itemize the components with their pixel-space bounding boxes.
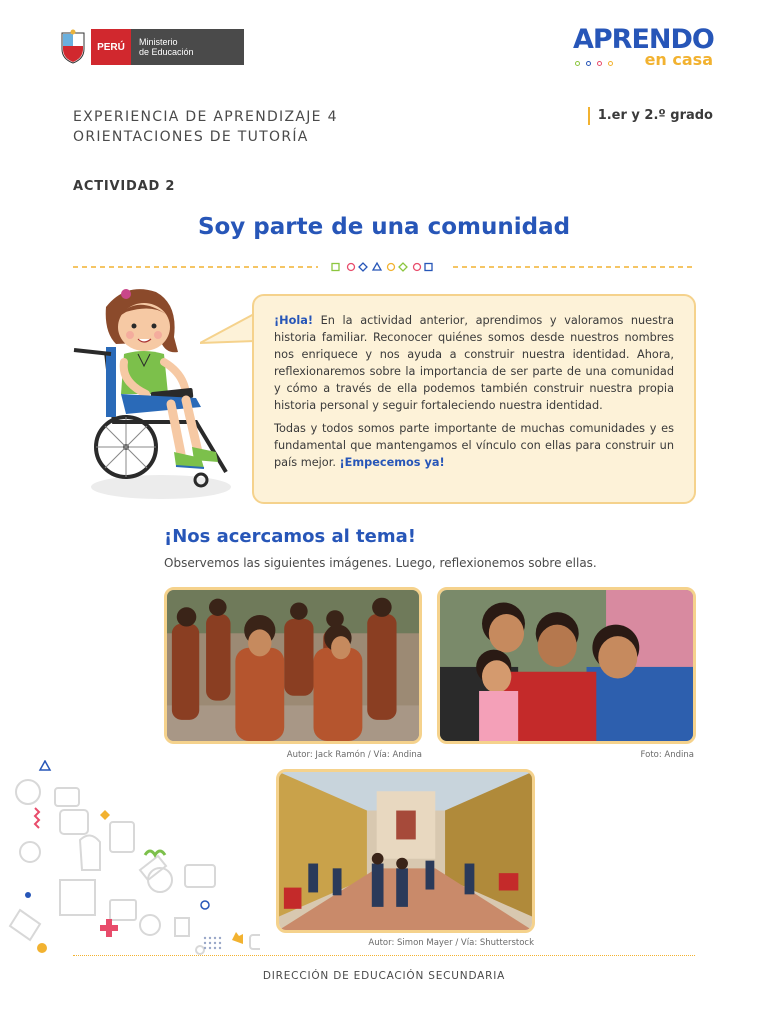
closing-phrase: ¡Empecemos ya! bbox=[339, 456, 445, 469]
footer-label: DIRECCIÓN DE EDUCACIÓN SECUNDARIA bbox=[262, 970, 506, 982]
greeting: ¡Hola! bbox=[274, 314, 314, 327]
photo-family bbox=[437, 587, 696, 744]
bubble-paragraph-2: Todas y todos somos parte importante de muchas comunidades y es fundamental que mantengamos el vínculo con ellas para construir un país mejor. ¡Empecemos ya! bbox=[274, 422, 674, 469]
activity-label: ACTIVIDAD 2 bbox=[73, 179, 176, 194]
experience-header bbox=[73, 107, 338, 147]
speech-bubble bbox=[252, 294, 696, 504]
coat-of-arms-icon bbox=[58, 29, 88, 65]
section-heading: ¡Nos acercamos al tema! bbox=[164, 526, 416, 547]
ministerio-label: Ministerio de Educación bbox=[131, 29, 244, 65]
aprendo-en-casa-logo bbox=[573, 26, 713, 70]
bubble-paragraph-1: ¡Hola! En la actividad anterior, aprendimos y valoramos nuestra historia familiar. Reconocer quiénes somos desde nuestros nombres nos enriquece y nos ayuda a construir nuestra identidad. Ahora, reflexionaremos sobre la importancia de ser parte de una comunidad y cómo a través de ella podemos también construir nuestra propia historia personal y seguir fortaleciendo nuestra identidad. bbox=[274, 314, 674, 412]
photo-street bbox=[276, 769, 535, 933]
speech-bubble-tail bbox=[200, 311, 260, 351]
page-title: Soy parte de una comunidad bbox=[197, 214, 571, 240]
brand-title: APRENDO bbox=[573, 24, 714, 55]
minedu-logo bbox=[58, 29, 244, 65]
brand-subtitle: en casa bbox=[644, 50, 713, 69]
photo-credit-2: Foto: Andina bbox=[640, 750, 694, 760]
experience-line2: ORIENTACIONES DE TUTORÍA bbox=[73, 129, 309, 145]
experience-line1: EXPERIENCIA DE APRENDIZAJE 4 bbox=[73, 109, 338, 125]
decorative-doodles bbox=[0, 760, 260, 960]
photo-credit-3: Autor: Simon Mayer / Vía: Shutterstock bbox=[368, 938, 534, 948]
brand-dots bbox=[575, 61, 613, 66]
grade-label: 1.er y 2.º grado bbox=[588, 107, 713, 125]
peru-label: PERÚ bbox=[91, 29, 131, 65]
section-instruction: Observemos las siguientes imágenes. Luego, reflexionemos sobre ellas. bbox=[164, 556, 597, 570]
footer-divider bbox=[73, 955, 695, 957]
title-divider bbox=[73, 260, 695, 274]
photo-credit-1: Autor: Jack Ramón / Vía: Andina bbox=[286, 750, 422, 760]
photo-children bbox=[164, 587, 422, 744]
